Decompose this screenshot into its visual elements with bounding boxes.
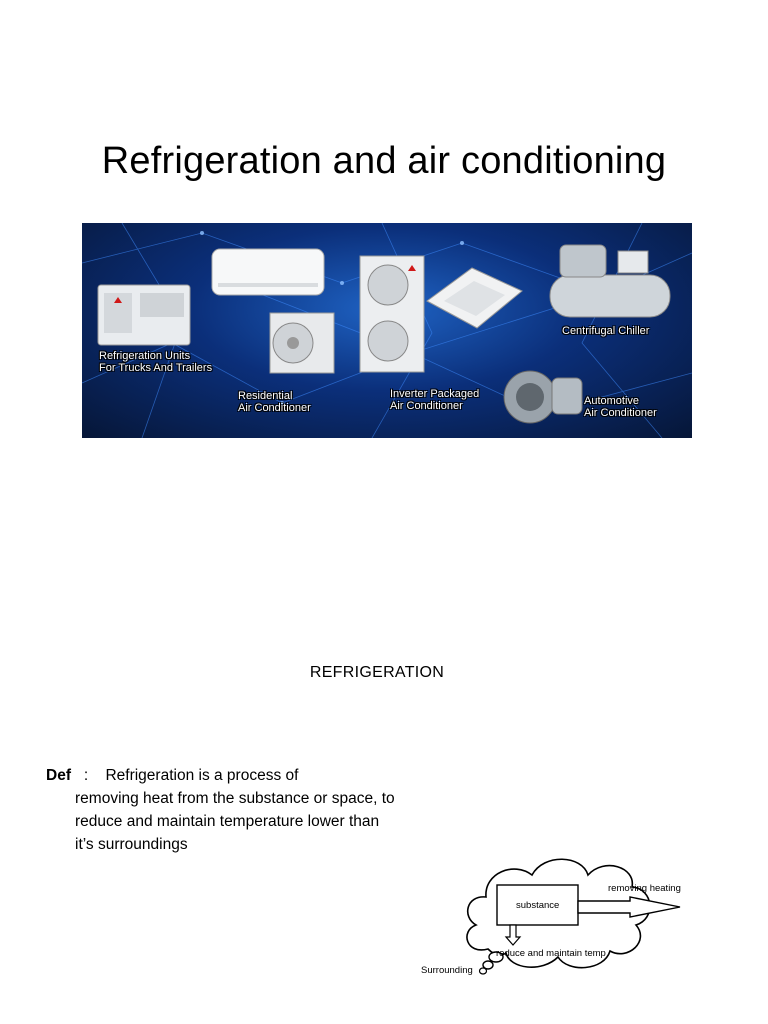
banner-label-inverter: Inverter Packaged Air Conditioner — [390, 388, 480, 412]
banner-label-trucks: Refrigeration Units For Trucks And Trailers — [99, 350, 213, 374]
reduce-maintain-label: reduce and maintain temp — [496, 948, 606, 959]
section-heading: REFRIGERATION — [309, 664, 445, 681]
cassette-unit-illustration — [427, 268, 522, 328]
definition-block — [46, 764, 396, 856]
definition-first-line — [46, 764, 396, 787]
diagram-graphic — [410, 845, 710, 985]
banner-label-chiller: Centrifugal Chiller — [562, 325, 650, 337]
banner-label-residential: Residential Air Conditioner — [238, 390, 311, 414]
slide-title: Refrigeration and air conditioning — [101, 140, 667, 182]
product-banner-image — [82, 223, 692, 438]
surrounding-label: Surrounding — [421, 965, 473, 976]
residential-outdoor-illustration — [270, 313, 334, 373]
residential-indoor-illustration — [212, 249, 324, 295]
definition-separator: : — [83, 767, 89, 784]
substance-label: substance — [516, 900, 560, 911]
banner-label-automotive: Automotive Air Conditioner — [584, 395, 657, 419]
automotive-compressor-illustration — [504, 371, 582, 423]
centrifugal-chiller-illustration — [550, 245, 670, 317]
inverter-packaged-illustration — [360, 256, 424, 372]
definition-lead: Def — [46, 767, 71, 784]
definition-line1: Refrigeration is a process of — [105, 767, 299, 784]
removing-heating-label: removing heating — [608, 883, 681, 894]
truck-unit-illustration — [98, 285, 190, 345]
definition-rest: removing heat from the substance or space, to reduce and maintain temperature lower than it’s surroundings — [75, 790, 395, 853]
refrigeration-diagram — [410, 845, 710, 985]
